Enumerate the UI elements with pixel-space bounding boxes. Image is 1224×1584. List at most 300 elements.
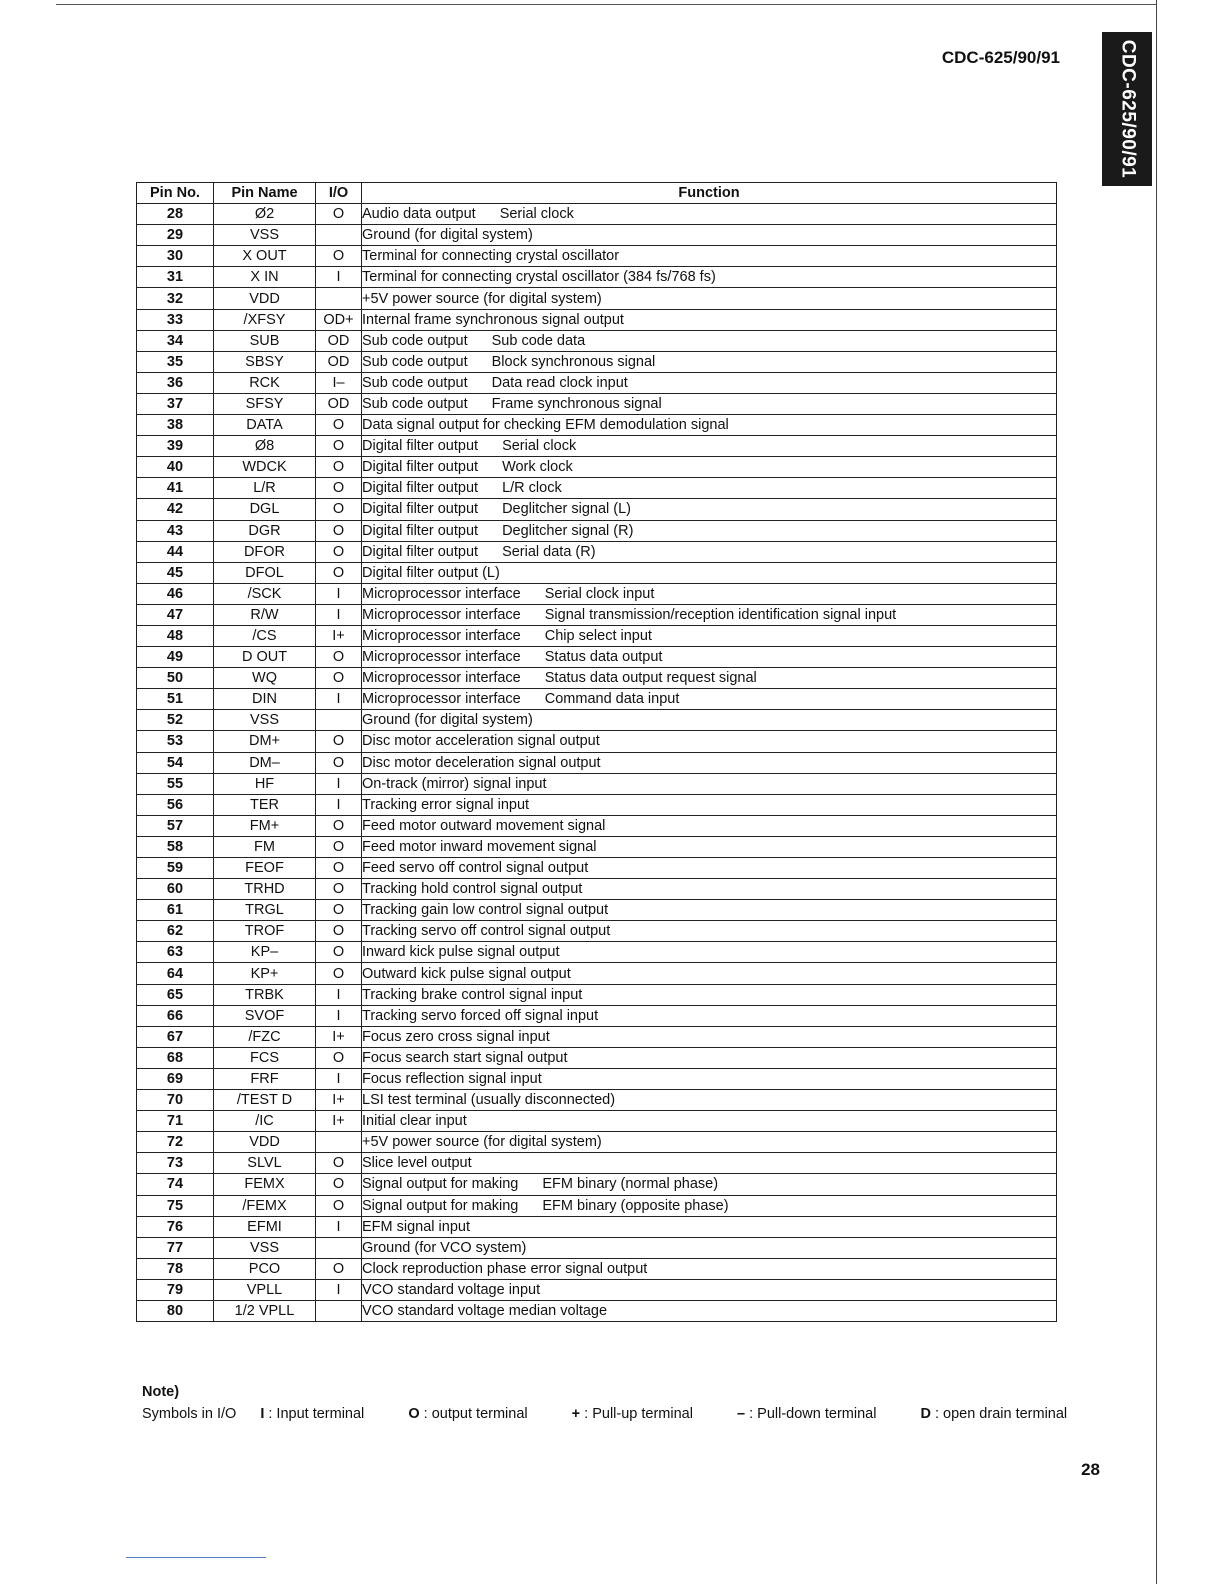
function-text: Data signal output for checking EFM demodulation signal	[362, 417, 729, 434]
pin-name-cell: RCK	[214, 372, 316, 393]
io-cell: I	[316, 1216, 362, 1237]
pin-number-cell: 78	[137, 1258, 214, 1279]
pin-number-cell: 62	[137, 921, 214, 942]
pin-name-cell: FM	[214, 836, 316, 857]
table-row	[137, 1237, 1057, 1258]
table-row	[137, 984, 1057, 1005]
table-row	[137, 246, 1057, 267]
pin-name-cell: TRBK	[214, 984, 316, 1005]
io-cell: I	[316, 689, 362, 710]
function-text: Digital filter output	[362, 522, 479, 539]
function-cell	[362, 1258, 1057, 1279]
table-row	[137, 267, 1057, 288]
table-row	[137, 1111, 1057, 1132]
table-row	[137, 836, 1057, 857]
io-cell: I	[316, 794, 362, 815]
pin-number-cell: 51	[137, 689, 214, 710]
pin-number-cell: 80	[137, 1300, 214, 1321]
side-tab	[1102, 32, 1152, 186]
function-text: Initial clear input	[362, 1113, 467, 1130]
function-cell	[362, 562, 1057, 583]
function-text: Disc motor deceleration signal output	[362, 754, 601, 771]
pin-name-cell: D OUT	[214, 647, 316, 668]
pin-name-cell: 1/2 VPLL	[214, 1300, 316, 1321]
table-row	[137, 668, 1057, 689]
function-cell	[362, 499, 1057, 520]
pin-name-cell: SBSY	[214, 351, 316, 372]
function-detail: Status data output	[544, 649, 663, 666]
function-text: VCO standard voltage median voltage	[362, 1303, 608, 1320]
io-cell: O	[316, 541, 362, 562]
io-cell: O	[316, 668, 362, 689]
table-row	[137, 1047, 1057, 1068]
function-detail: Serial clock	[502, 438, 577, 455]
pin-number-cell: 56	[137, 794, 214, 815]
function-cell	[362, 351, 1057, 372]
table-row	[137, 1195, 1057, 1216]
pin-number-cell: 44	[137, 541, 214, 562]
table-row	[137, 415, 1057, 436]
io-cell: I	[316, 604, 362, 625]
function-text: +5V power source (for digital system)	[362, 290, 602, 307]
table-row	[137, 1279, 1057, 1300]
pin-number-cell: 47	[137, 604, 214, 625]
legend-item-open-drain: D : open drain terminal	[920, 1406, 1068, 1422]
function-detail: Serial clock	[499, 206, 574, 223]
pin-number-cell: 52	[137, 710, 214, 731]
function-text: Feed motor inward movement signal	[362, 838, 597, 855]
function-detail: Deglitcher signal (L)	[502, 501, 632, 518]
table-row	[137, 879, 1057, 900]
function-cell	[362, 246, 1057, 267]
pin-name-cell: VSS	[214, 225, 316, 246]
function-text: Tracking servo off control signal output	[362, 923, 611, 940]
io-cell: OD	[316, 330, 362, 351]
io-cell: I	[316, 773, 362, 794]
io-cell: O	[316, 752, 362, 773]
function-text: Tracking brake control signal input	[362, 986, 583, 1003]
pin-name-cell: DGL	[214, 499, 316, 520]
function-cell	[362, 457, 1057, 478]
function-text: Focus search start signal output	[362, 1049, 568, 1066]
legend-item-pulldown: – : Pull-down terminal	[736, 1406, 877, 1422]
function-cell	[362, 393, 1057, 414]
pin-name-cell: DFOR	[214, 541, 316, 562]
io-cell: O	[316, 731, 362, 752]
function-cell	[362, 1090, 1057, 1111]
io-cell: I	[316, 1068, 362, 1089]
function-cell	[362, 1068, 1057, 1089]
function-cell	[362, 858, 1057, 879]
io-cell: O	[316, 836, 362, 857]
table-row	[137, 583, 1057, 604]
table-row	[137, 1132, 1057, 1153]
pin-number-cell: 35	[137, 351, 214, 372]
io-cell: O	[316, 1258, 362, 1279]
io-cell: O	[316, 246, 362, 267]
io-cell: I	[316, 1005, 362, 1026]
io-cell: I+	[316, 1111, 362, 1132]
function-text: Digital filter output	[362, 459, 479, 476]
function-detail: Deglitcher signal (R)	[502, 522, 634, 539]
header-io: I/O	[316, 183, 362, 204]
table-row	[137, 309, 1057, 330]
io-cell: O	[316, 436, 362, 457]
pin-name-cell: L/R	[214, 478, 316, 499]
function-detail: Serial clock input	[544, 585, 655, 602]
function-cell	[362, 752, 1057, 773]
pin-name-cell: DFOL	[214, 562, 316, 583]
model-header: CDC-625/90/91	[941, 48, 1060, 67]
pin-number-cell: 54	[137, 752, 214, 773]
table-row	[137, 710, 1057, 731]
top-rule	[56, 4, 1156, 5]
io-cell: I+	[316, 1090, 362, 1111]
io-cell: O	[316, 457, 362, 478]
table-row	[137, 288, 1057, 309]
function-cell	[362, 288, 1057, 309]
io-cell: O	[316, 415, 362, 436]
pin-number-cell: 75	[137, 1195, 214, 1216]
pin-number-cell: 43	[137, 520, 214, 541]
function-cell	[362, 436, 1057, 457]
function-cell	[362, 1237, 1057, 1258]
function-text: Sub code output	[362, 374, 468, 391]
table-row	[137, 815, 1057, 836]
function-cell	[362, 520, 1057, 541]
io-cell: O	[316, 1047, 362, 1068]
pin-number-cell: 28	[137, 204, 214, 225]
function-text: Sub code output	[362, 353, 468, 370]
function-text: Outward kick pulse signal output	[362, 965, 571, 982]
function-cell	[362, 372, 1057, 393]
function-detail: EFM binary (normal phase)	[542, 1176, 719, 1193]
table-row	[137, 1258, 1057, 1279]
function-cell	[362, 415, 1057, 436]
pin-number-cell: 65	[137, 984, 214, 1005]
io-cell: O	[316, 1153, 362, 1174]
function-text: Tracking hold control signal output	[362, 881, 583, 898]
side-tab-label: CDC-625/90/91	[1117, 39, 1138, 179]
pin-number-cell: 64	[137, 963, 214, 984]
table-row	[137, 689, 1057, 710]
function-cell	[362, 1216, 1057, 1237]
pin-name-cell: FEOF	[214, 858, 316, 879]
function-cell	[362, 541, 1057, 562]
pin-name-cell: WDCK	[214, 457, 316, 478]
table-row	[137, 1216, 1057, 1237]
pin-number-cell: 42	[137, 499, 214, 520]
pin-name-cell: R/W	[214, 604, 316, 625]
function-detail: Data read clock input	[491, 374, 628, 391]
io-cell: I	[316, 984, 362, 1005]
io-cell	[316, 1237, 362, 1258]
function-cell	[362, 309, 1057, 330]
pin-name-cell: Ø2	[214, 204, 316, 225]
io-cell: I+	[316, 625, 362, 646]
pin-number-cell: 55	[137, 773, 214, 794]
io-cell	[316, 710, 362, 731]
table-row	[137, 372, 1057, 393]
function-text: Microprocessor interface	[362, 691, 521, 708]
pin-number-cell: 58	[137, 836, 214, 857]
function-cell	[362, 710, 1057, 731]
table-body	[137, 204, 1057, 1322]
function-text: +5V power source (for digital system)	[362, 1134, 602, 1151]
function-text: Microprocessor interface	[362, 670, 521, 687]
pin-name-cell: Ø8	[214, 436, 316, 457]
table-row	[137, 330, 1057, 351]
function-cell	[362, 1005, 1057, 1026]
pin-name-cell: DGR	[214, 520, 316, 541]
pin-name-cell: VSS	[214, 1237, 316, 1258]
pin-name-cell: X IN	[214, 267, 316, 288]
table-row	[137, 393, 1057, 414]
pin-name-cell: FM+	[214, 815, 316, 836]
function-detail: Frame synchronous signal	[491, 395, 662, 412]
table-row	[137, 1300, 1057, 1321]
function-detail: L/R clock	[502, 480, 562, 497]
pin-number-cell: 36	[137, 372, 214, 393]
pin-number-cell: 59	[137, 858, 214, 879]
pin-name-cell: /SCK	[214, 583, 316, 604]
page-edge-rule	[1156, 0, 1157, 1584]
io-cell: O	[316, 879, 362, 900]
function-text: Disc motor acceleration signal output	[362, 733, 600, 750]
function-text: Internal frame synchronous signal output	[362, 311, 624, 328]
io-cell: O	[316, 1174, 362, 1195]
pin-name-cell: /XFSY	[214, 309, 316, 330]
pin-number-cell: 79	[137, 1279, 214, 1300]
table-row	[137, 541, 1057, 562]
table-row	[137, 604, 1057, 625]
function-cell	[362, 1111, 1057, 1132]
function-text: Tracking gain low control signal output	[362, 902, 609, 919]
io-cell: I+	[316, 1026, 362, 1047]
pin-name-cell: DATA	[214, 415, 316, 436]
function-cell	[362, 689, 1057, 710]
table-row	[137, 204, 1057, 225]
function-cell	[362, 1279, 1057, 1300]
pin-name-cell: TRGL	[214, 900, 316, 921]
pin-name-cell: SFSY	[214, 393, 316, 414]
function-cell	[362, 963, 1057, 984]
pin-name-cell: KP–	[214, 942, 316, 963]
pin-number-cell: 41	[137, 478, 214, 499]
function-text: Microprocessor interface	[362, 606, 521, 623]
function-text: Terminal for connecting crystal oscillator	[362, 248, 620, 265]
header-pin-name: Pin Name	[214, 183, 316, 204]
function-cell	[362, 1026, 1057, 1047]
io-cell: O	[316, 562, 362, 583]
pin-number-cell: 38	[137, 415, 214, 436]
table-row	[137, 436, 1057, 457]
legend-item-input: I : Input terminal	[260, 1406, 365, 1422]
pin-name-cell: TRHD	[214, 879, 316, 900]
function-cell	[362, 225, 1057, 246]
table-row	[137, 499, 1057, 520]
function-cell	[362, 794, 1057, 815]
table-row	[137, 900, 1057, 921]
function-text: EFM signal input	[362, 1218, 470, 1235]
function-cell	[362, 1047, 1057, 1068]
function-detail: Work clock	[502, 459, 573, 476]
function-text: Ground (for VCO system)	[362, 1239, 527, 1256]
function-text: Sub code output	[362, 395, 468, 412]
function-text: Focus zero cross signal input	[362, 1028, 550, 1045]
function-cell	[362, 836, 1057, 857]
pin-name-cell: VDD	[214, 288, 316, 309]
io-cell: OD+	[316, 309, 362, 330]
io-cell: O	[316, 204, 362, 225]
pin-number-cell: 68	[137, 1047, 214, 1068]
io-cell: O	[316, 478, 362, 499]
pin-name-cell: VPLL	[214, 1279, 316, 1300]
function-text: Microprocessor interface	[362, 585, 521, 602]
header-pin-no: Pin No.	[137, 183, 214, 204]
pin-number-cell: 72	[137, 1132, 214, 1153]
pin-number-cell: 67	[137, 1026, 214, 1047]
table-row	[137, 752, 1057, 773]
pin-name-cell: KP+	[214, 963, 316, 984]
io-cell	[316, 1132, 362, 1153]
function-detail: Command data input	[544, 691, 680, 708]
function-text: Ground (for digital system)	[362, 712, 533, 729]
legend-intro: Symbols in I/O	[142, 1406, 237, 1422]
pin-number-cell: 30	[137, 246, 214, 267]
footer-rule	[126, 1557, 266, 1558]
function-cell	[362, 921, 1057, 942]
pin-number-cell: 40	[137, 457, 214, 478]
function-text: Signal output for making	[362, 1176, 519, 1193]
io-cell: OD	[316, 351, 362, 372]
legend-item-output: O : output terminal	[408, 1406, 528, 1422]
pin-number-cell: 34	[137, 330, 214, 351]
io-cell: I	[316, 1279, 362, 1300]
function-cell	[362, 1174, 1057, 1195]
function-cell	[362, 773, 1057, 794]
pin-name-cell: EFMI	[214, 1216, 316, 1237]
pin-name-cell: SVOF	[214, 1005, 316, 1026]
pin-number-cell: 57	[137, 815, 214, 836]
pin-number-cell: 61	[137, 900, 214, 921]
io-cell: O	[316, 647, 362, 668]
pin-number-cell: 53	[137, 731, 214, 752]
pin-name-cell: FEMX	[214, 1174, 316, 1195]
pin-name-cell: /TEST D	[214, 1090, 316, 1111]
function-detail: Chip select input	[544, 628, 652, 645]
function-cell	[362, 1195, 1057, 1216]
table-row	[137, 457, 1057, 478]
pin-function-table	[136, 182, 1057, 1322]
pin-number-cell: 49	[137, 647, 214, 668]
io-cell: O	[316, 942, 362, 963]
pin-name-cell: PCO	[214, 1258, 316, 1279]
function-text: VCO standard voltage input	[362, 1281, 541, 1298]
pin-name-cell: FRF	[214, 1068, 316, 1089]
io-cell: O	[316, 815, 362, 836]
pin-number-cell: 33	[137, 309, 214, 330]
pin-name-cell: DIN	[214, 689, 316, 710]
page-number: 28	[1081, 1460, 1100, 1479]
table-row	[137, 963, 1057, 984]
pin-number-cell: 46	[137, 583, 214, 604]
function-text: Microprocessor interface	[362, 628, 521, 645]
function-cell	[362, 731, 1057, 752]
table-row	[137, 478, 1057, 499]
function-detail: Signal transmission/reception identification signal input	[544, 606, 897, 623]
function-cell	[362, 604, 1057, 625]
io-cell: O	[316, 963, 362, 984]
function-cell	[362, 668, 1057, 689]
pin-name-cell: VDD	[214, 1132, 316, 1153]
io-cell: O	[316, 921, 362, 942]
function-detail: Serial data (R)	[502, 543, 596, 560]
io-cell: O	[316, 858, 362, 879]
pin-name-cell: TER	[214, 794, 316, 815]
function-cell	[362, 879, 1057, 900]
pin-number-cell: 37	[137, 393, 214, 414]
pin-number-cell: 74	[137, 1174, 214, 1195]
function-cell	[362, 900, 1057, 921]
function-cell	[362, 1132, 1057, 1153]
function-cell	[362, 583, 1057, 604]
function-text: Microprocessor interface	[362, 649, 521, 666]
table-row	[137, 731, 1057, 752]
table-row	[137, 1153, 1057, 1174]
pin-name-cell: /IC	[214, 1111, 316, 1132]
function-cell	[362, 647, 1057, 668]
function-text: On-track (mirror) signal input	[362, 775, 547, 792]
function-text: Clock reproduction phase error signal output	[362, 1260, 648, 1277]
table-row	[137, 225, 1057, 246]
pin-name-cell: DM–	[214, 752, 316, 773]
function-cell	[362, 815, 1057, 836]
function-text: Focus reflection signal input	[362, 1070, 542, 1087]
table-row	[137, 520, 1057, 541]
pin-number-cell: 70	[137, 1090, 214, 1111]
pin-number-cell: 50	[137, 668, 214, 689]
table-row	[137, 773, 1057, 794]
pin-name-cell: SLVL	[214, 1153, 316, 1174]
function-text: LSI test terminal (usually disconnected)	[362, 1092, 616, 1109]
pin-name-cell: SUB	[214, 330, 316, 351]
io-cell: I	[316, 583, 362, 604]
pin-number-cell: 31	[137, 267, 214, 288]
table-row	[137, 562, 1057, 583]
table-row	[137, 794, 1057, 815]
function-text: Feed servo off control signal output	[362, 860, 589, 877]
function-text: Digital filter output (L)	[362, 564, 500, 581]
function-text: Inward kick pulse signal output	[362, 944, 560, 961]
pin-name-cell: VSS	[214, 710, 316, 731]
header-function: Function	[362, 183, 1057, 204]
io-cell: OD	[316, 393, 362, 414]
function-cell	[362, 942, 1057, 963]
pin-number-cell: 77	[137, 1237, 214, 1258]
note-title: Note)	[142, 1384, 180, 1400]
io-cell: O	[316, 1195, 362, 1216]
function-cell	[362, 330, 1057, 351]
function-cell	[362, 478, 1057, 499]
function-text: Slice level output	[362, 1155, 472, 1172]
function-cell	[362, 267, 1057, 288]
pin-name-cell: FCS	[214, 1047, 316, 1068]
function-text: Digital filter output	[362, 480, 479, 497]
function-detail: Sub code data	[491, 332, 586, 349]
function-text: Digital filter output	[362, 438, 479, 455]
pin-number-cell: 29	[137, 225, 214, 246]
